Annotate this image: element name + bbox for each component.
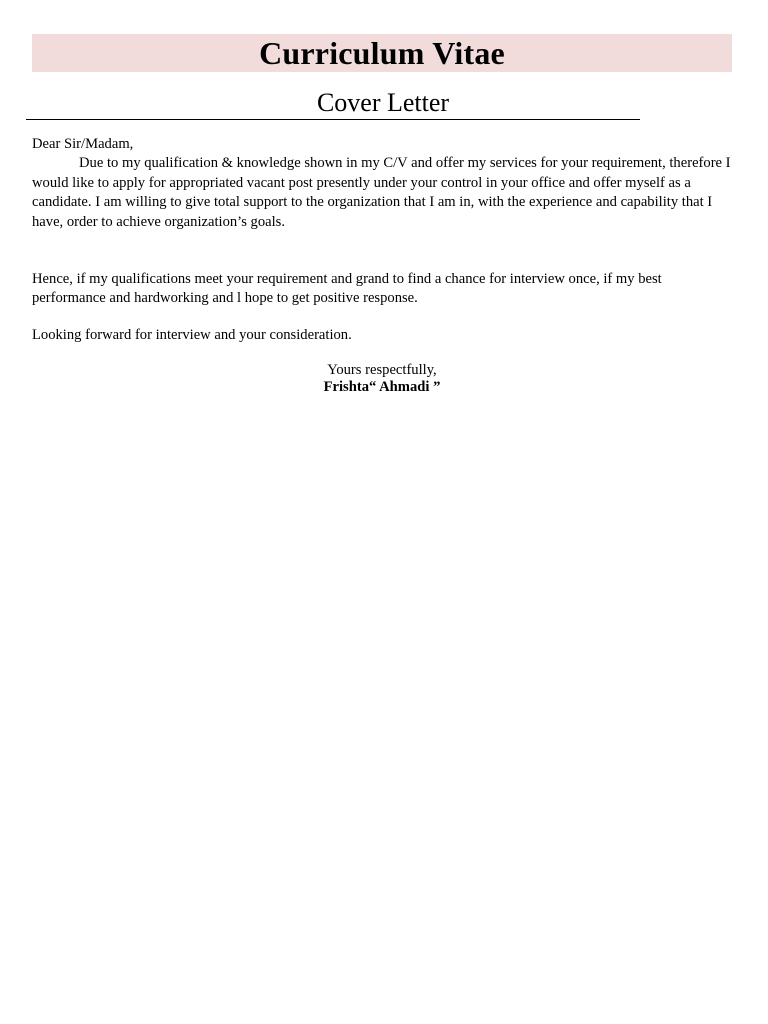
salutation: Dear Sir/Madam, <box>32 136 134 152</box>
document-subtitle: Cover Letter <box>26 86 640 120</box>
spacer <box>32 232 732 270</box>
closing-line: Yours respectfully, <box>327 362 437 379</box>
signature-name: Frishta“ Ahmadi ” <box>323 379 441 396</box>
spacer <box>32 309 732 326</box>
document-title: Curriculum Vitae <box>259 35 505 71</box>
paragraph-3: Looking forward for interview and your consideration. <box>32 326 352 343</box>
paragraph-2: Hence, if my qualifications meet your requirement and grand to find a chance for interview once, if my best performance and hardworking and l hope to get positive response. <box>32 271 662 307</box>
paragraph-1: Due to my qualification & knowledge shown in my C/V and offer my services for your requirement, therefore I would like to apply for appropriated vacant post presently under your control in your office and offer myself as a candidate. I am willing to give total support to the organization that I am in, with the experience and capability that I have, order to achieve organization’s goals. <box>32 155 731 230</box>
signoff-block <box>32 362 732 396</box>
letter-body <box>32 135 732 396</box>
title-banner <box>32 34 732 72</box>
